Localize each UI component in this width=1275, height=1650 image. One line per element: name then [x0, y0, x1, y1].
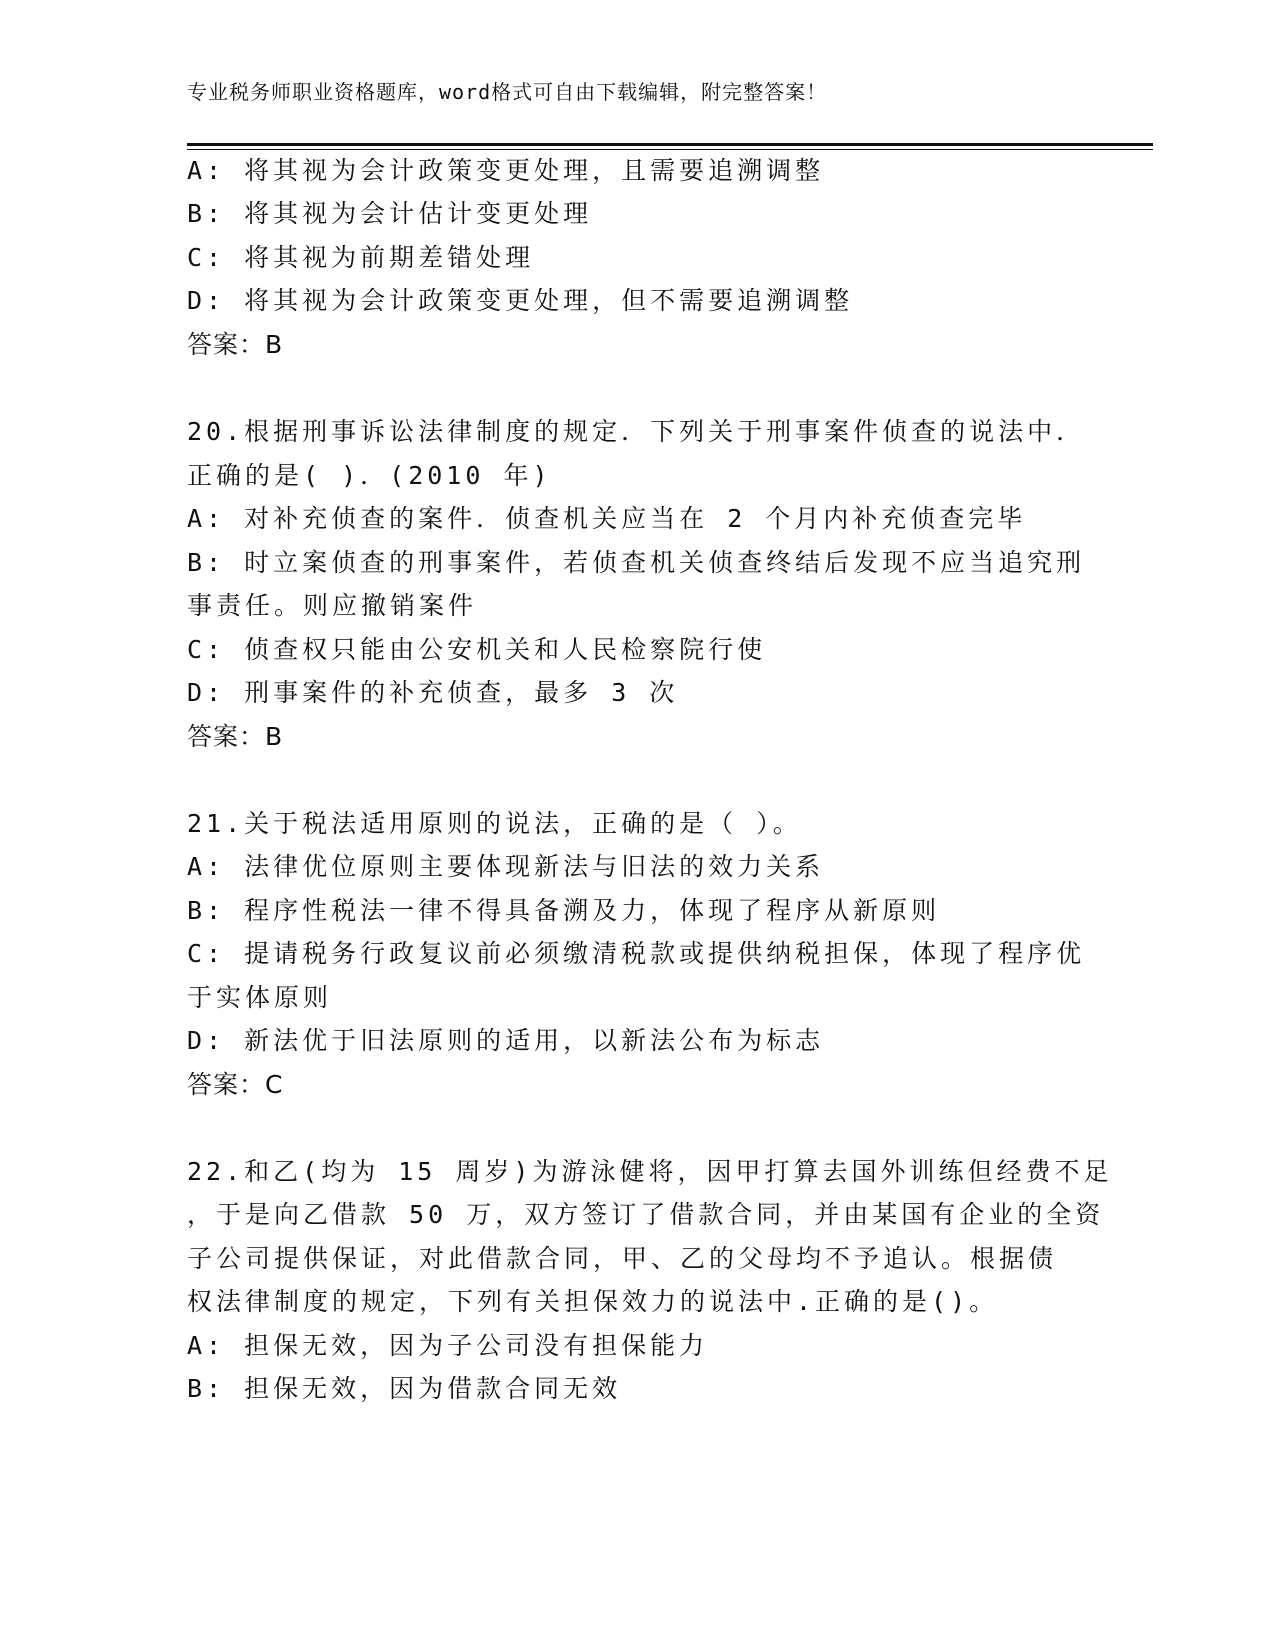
question-21-option-d: D: 新法优于旧法原则的适用，以新法公布为标志 [187, 1026, 825, 1055]
header-divider-thin [187, 149, 1153, 150]
question-20-option-b: B: 时立案侦查的刑事案件，若侦查机关侦查终结后发现不应当追究刑 [187, 548, 1086, 577]
question-22-stem-line-3: 子公司提供保证，对此借款合同，甲、乙的父母均不予追认。根据债 [187, 1244, 1058, 1273]
option-d: D: 将其视为会计政策变更处理，但不需要追溯调整 [187, 286, 854, 315]
question-21-option-a: A: 法律优位原则主要体现新法与旧法的效力关系 [187, 852, 825, 881]
option-c: C: 将其视为前期差错处理 [187, 243, 535, 272]
question-20-option-d: D: 刑事案件的补充侦查，最多 3 次 [187, 678, 679, 707]
question-20-stem-line-2: 正确的是( )．(2010 年) [187, 461, 552, 490]
question-22-stem-line-1: 22.和乙(均为 15 周岁)为游泳健将，因甲打算去国外训练但经费不足 [187, 1157, 1113, 1186]
question-21-stem: 21.关于税法适用原则的说法，正确的是（ ）。 [187, 809, 802, 838]
option-b: B: 将其视为会计估计变更处理 [187, 199, 593, 228]
question-21-answer: 答案：C [187, 1070, 284, 1099]
question-21-option-b: B: 程序性税法一律不得具备溯及力，体现了程序从新原则 [187, 896, 941, 925]
question-20-stem-line-1: 20.根据刑事诉讼法律制度的规定．下列关于刑事案件侦查的说法中． [187, 417, 1086, 446]
question-22-stem-line-4: 权法律制度的规定，下列有关担保效力的说法中.正确的是()。 [187, 1287, 999, 1316]
option-a: A: 将其视为会计政策变更处理，且需要追溯调整 [187, 156, 825, 185]
question-21-option-c: C: 提请税务行政复议前必须缴清税款或提供纳税担保，体现了程序优 [187, 939, 1086, 968]
question-20-option-b-cont: 事责任。则应撤销案件 [187, 591, 478, 620]
question-22-stem-line-2: ，于是向乙借款 50 万，双方签订了借款合同，并由某国有企业的全资 [187, 1200, 1105, 1229]
header-divider-thick [187, 143, 1153, 146]
question-20-option-c: C: 侦查权只能由公安机关和人民检察院行使 [187, 635, 767, 664]
answer: 答案：B [187, 330, 284, 359]
question-22-option-b: B: 担保无效，因为借款合同无效 [187, 1374, 622, 1403]
question-21-option-c-cont: 于实体原则 [187, 983, 333, 1012]
question-20-answer: 答案：B [187, 722, 284, 751]
page-header: 专业税务师职业资格题库，word格式可自由下载编辑，附完整答案！ [187, 80, 828, 104]
question-22-option-a: A: 担保无效，因为子公司没有担保能力 [187, 1331, 709, 1360]
question-20-option-a: A: 对补充侦查的案件．侦查机关应当在 2 个月内补充侦查完毕 [187, 504, 1027, 533]
